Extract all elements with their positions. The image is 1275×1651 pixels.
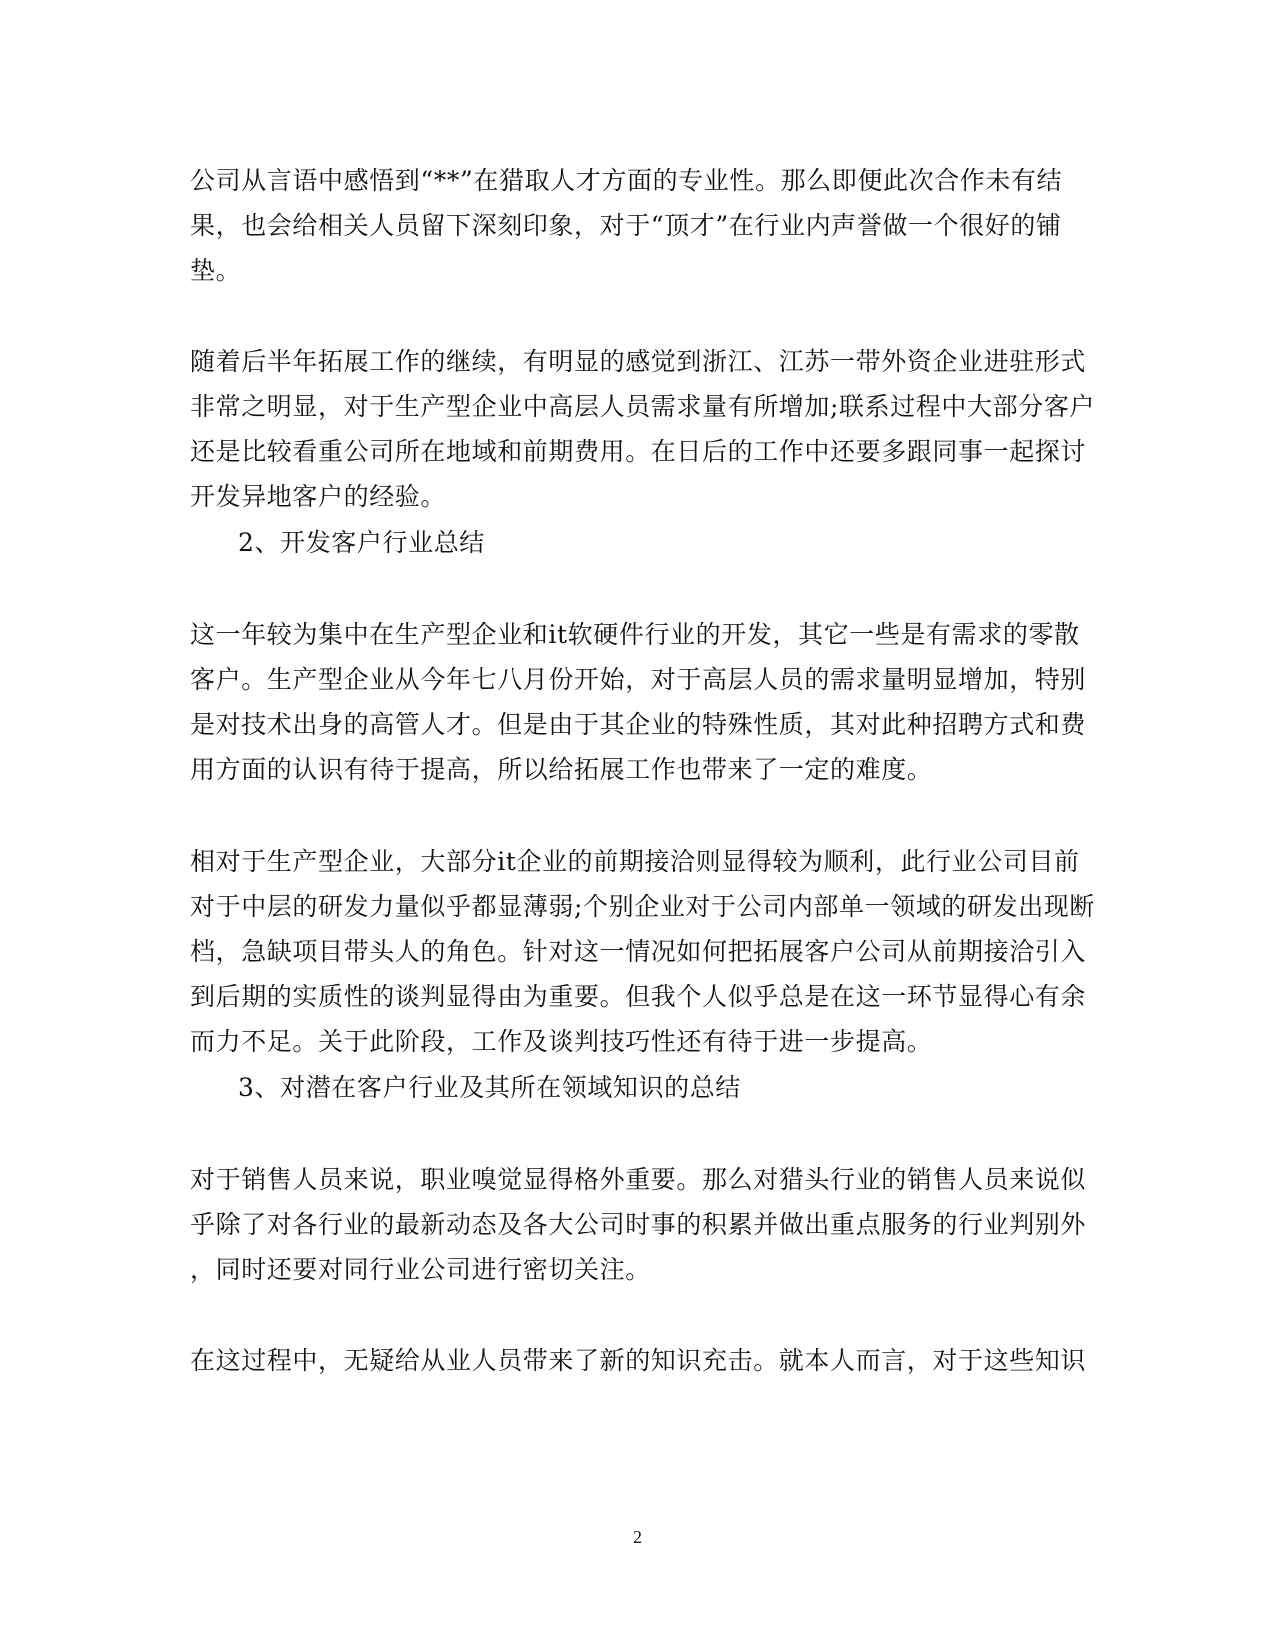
paragraph-4-line-1: 相对于生产型企业，大部分it企业的前期接洽则显得较为顺利，此行业公司目前 [190,847,1080,876]
paragraph-3-line-4: 用方面的认识有待于提高，所以给拓展工作也带来了一定的难度。 [190,755,933,784]
page-number: 2 [633,1527,642,1547]
paragraph-4-line-5: 而力不足。关于此阶段，工作及谈判技巧性还有待于进一步提高。 [190,1027,933,1056]
paragraph-3-line-2: 客户。生产型企业从今年七八月份开始，对于高层人员的需求量明显增加，特别 [190,665,1087,694]
section-heading-3: 3、对潜在客户行业及其所在领域知识的总结 [238,1073,741,1102]
paragraph-6-line-1: 在这过程中，无疑给从业人员带来了新的知识充击。就本人而言，对于这些知识 [190,1346,1087,1375]
paragraph-4-line-2: 对于中层的研发力量似乎都显薄弱;个别企业对于公司内部单一领域的研发出现断 [190,892,1096,921]
paragraph-5-line-2: 乎除了对各行业的最新动态及各大公司时事的积累并做出重点服务的行业判别外 [190,1210,1087,1239]
paragraph-4-line-3: 档，急缺项目带头人的角色。针对这一情况如何把拓展客户公司从前期接洽引入 [190,937,1087,966]
paragraph-3-line-3: 是对技术出身的高管人才。但是由于其企业的特殊性质，其对此种招聘方式和费 [190,710,1087,739]
paragraph-1-line-2: 果，也会给相关人员留下深刻印象，对于“顶才”在行业内声誉做一个很好的铺 [190,211,1062,240]
paragraph-2-line-1: 随着后半年拓展工作的继续，有明显的感觉到浙江、江苏一带外资企业进驻形式 [190,347,1087,376]
paragraph-5-line-3: ，同时还要对同行业公司进行密切关注。 [190,1255,651,1284]
paragraph-2-line-4: 开发异地客户的经验。 [190,482,447,511]
paragraph-3-line-1: 这一年较为集中在生产型企业和it软硬件行业的开发，其它一些是有需求的零散 [190,620,1080,649]
paragraph-2-line-2: 非常之明显，对于生产型企业中高层人员需求量有所增加;联系过程中大部分客户 [190,392,1096,421]
section-heading-2: 2、开发客户行业总结 [238,528,485,557]
paragraph-2-line-3: 还是比较看重公司所在地域和前期费用。在日后的工作中还要多跟同事一起探讨 [190,437,1087,466]
paragraph-5-line-1: 对于销售人员来说，职业嗅觉显得格外重要。那么对猎头行业的销售人员来说似 [190,1165,1087,1194]
paragraph-1-line-3: 垫。 [190,256,242,285]
paragraph-4-line-4: 到后期的实质性的谈判显得由为重要。但我个人似乎总是在这一环节显得心有余 [190,982,1087,1011]
paragraph-1-line-1: 公司从言语中感悟到“**”在猎取人才方面的专业性。那么即便此次合作未有结 [190,166,1063,195]
